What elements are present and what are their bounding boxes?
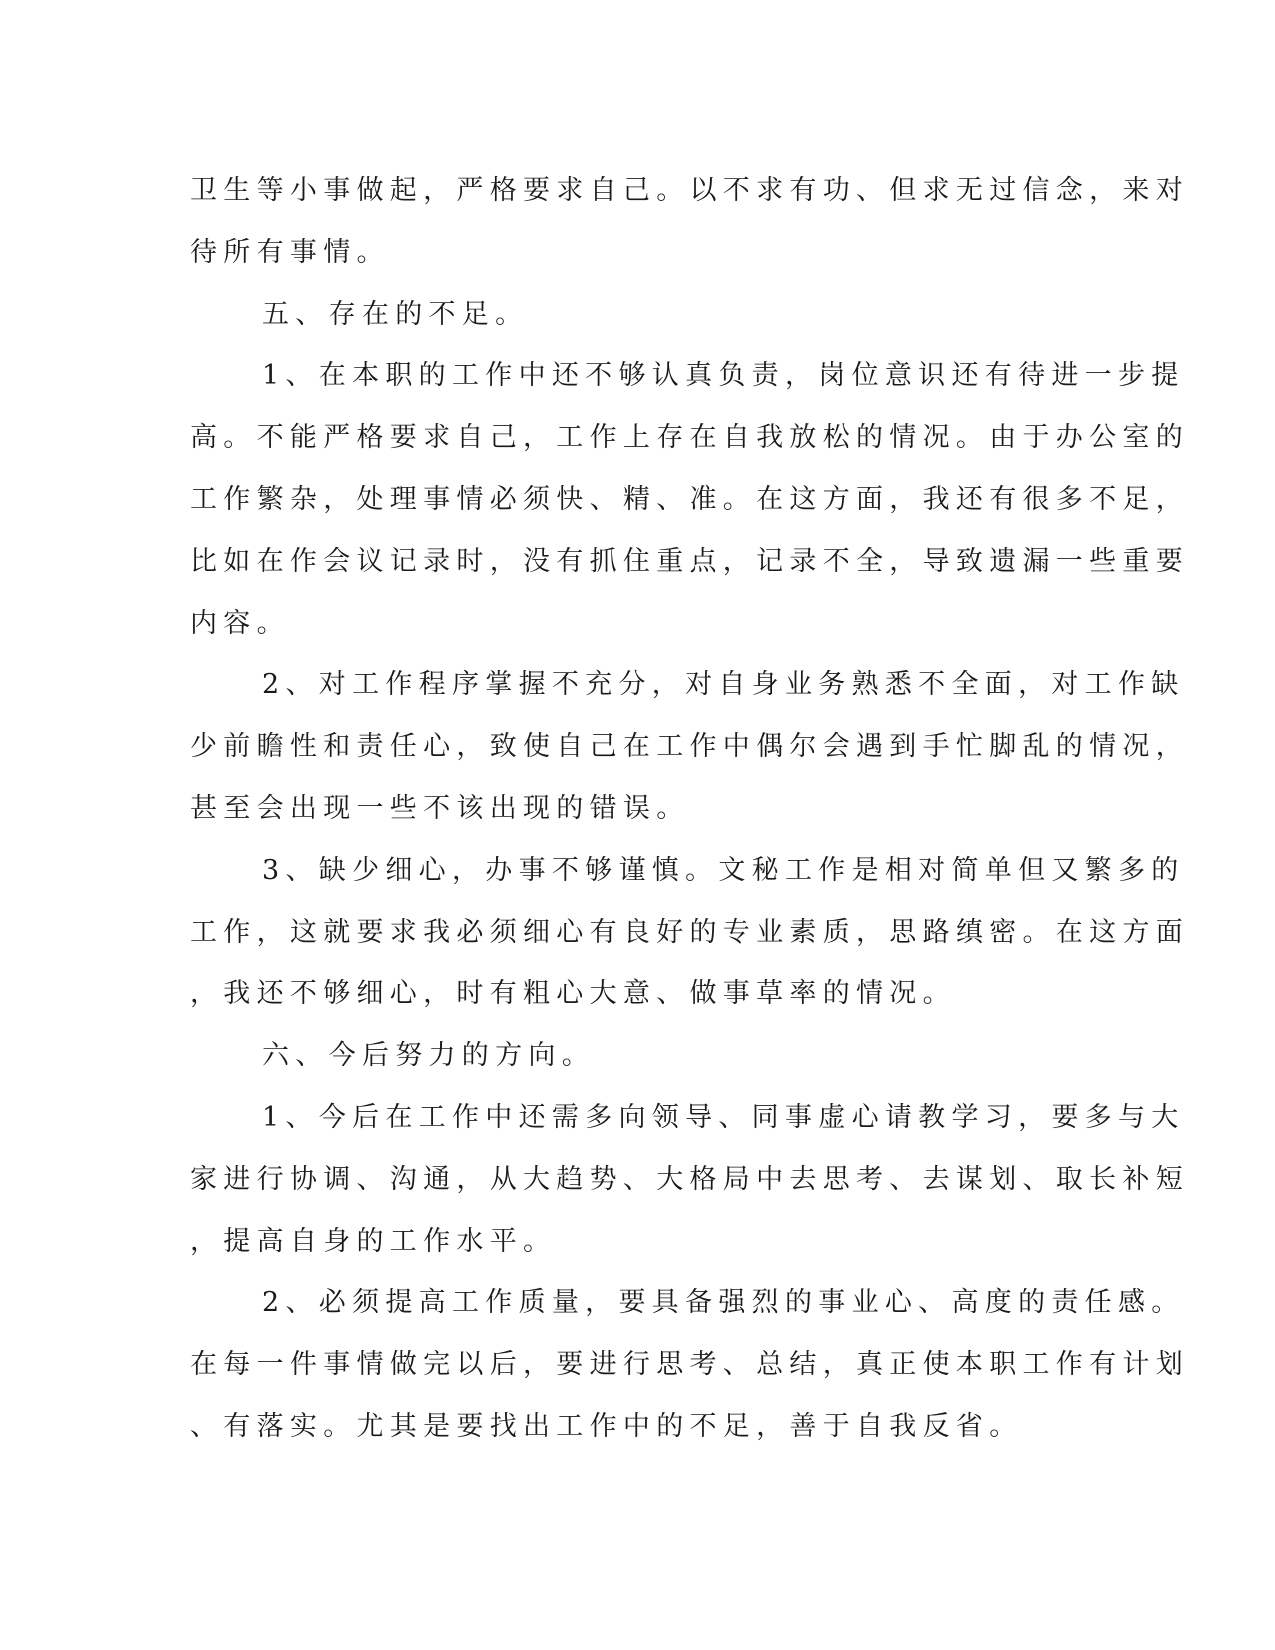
text-line: 3、缺少细心，办事不够谨慎。文秘工作是相对简单但又繁多的 bbox=[262, 854, 1185, 886]
text-line: 少前瞻性和责任心，致使自己在工作中偶尔会遇到手忙脚乱的情况， bbox=[190, 731, 1189, 763]
text-line: ，我还不够细心，时有粗心大意、做事草率的情况。 bbox=[190, 978, 956, 1010]
text-line: 比如在作会议记录时，没有抓住重点，记录不全，导致遗漏一些重要 bbox=[190, 545, 1189, 577]
text-line: 家进行协调、沟通，从大趋势、大格局中去思考、去谋划、取长补短 bbox=[190, 1163, 1189, 1195]
text-line: 甚至会出现一些不该出现的错误。 bbox=[190, 792, 690, 824]
text-line: 工作，这就要求我必须细心有良好的专业素质，思路缜密。在这方面 bbox=[190, 916, 1189, 948]
text-line: 在每一件事情做完以后，要进行思考、总结，真正使本职工作有计划 bbox=[190, 1349, 1189, 1381]
section-heading: 六、今后努力的方向。 bbox=[262, 1040, 595, 1072]
text-line: 2、对工作程序掌握不充分，对自身业务熟悉不全面，对工作缺 bbox=[262, 669, 1185, 701]
text-line: 内容。 bbox=[190, 607, 290, 639]
text-line: 1、在本职的工作中还不够认真负责，岗位意识还有待进一步提 bbox=[262, 360, 1185, 392]
text-line: 2、必须提高工作质量，要具备强烈的事业心、高度的责任感。 bbox=[262, 1287, 1185, 1319]
text-line: 1、今后在工作中还需多向领导、同事虚心请教学习，要多与大 bbox=[262, 1101, 1185, 1133]
text-line: 待所有事情。 bbox=[190, 236, 390, 268]
text-line: 卫生等小事做起，严格要求自己。以不求有功、但求无过信念，来对 bbox=[190, 175, 1189, 206]
text-line: 、有落实。尤其是要找出工作中的不足，善于自我反省。 bbox=[190, 1410, 1023, 1442]
text-line: ，提高自身的工作水平。 bbox=[190, 1225, 557, 1257]
section-heading: 五、存在的不足。 bbox=[262, 298, 529, 330]
document-body bbox=[190, 160, 1189, 1458]
text-line: 高。不能严格要求自己，工作上存在自我放松的情况。由于办公室的 bbox=[190, 422, 1189, 454]
text-line: 工作繁杂，处理事情必须快、精、准。在这方面，我还有很多不足， bbox=[190, 483, 1189, 515]
